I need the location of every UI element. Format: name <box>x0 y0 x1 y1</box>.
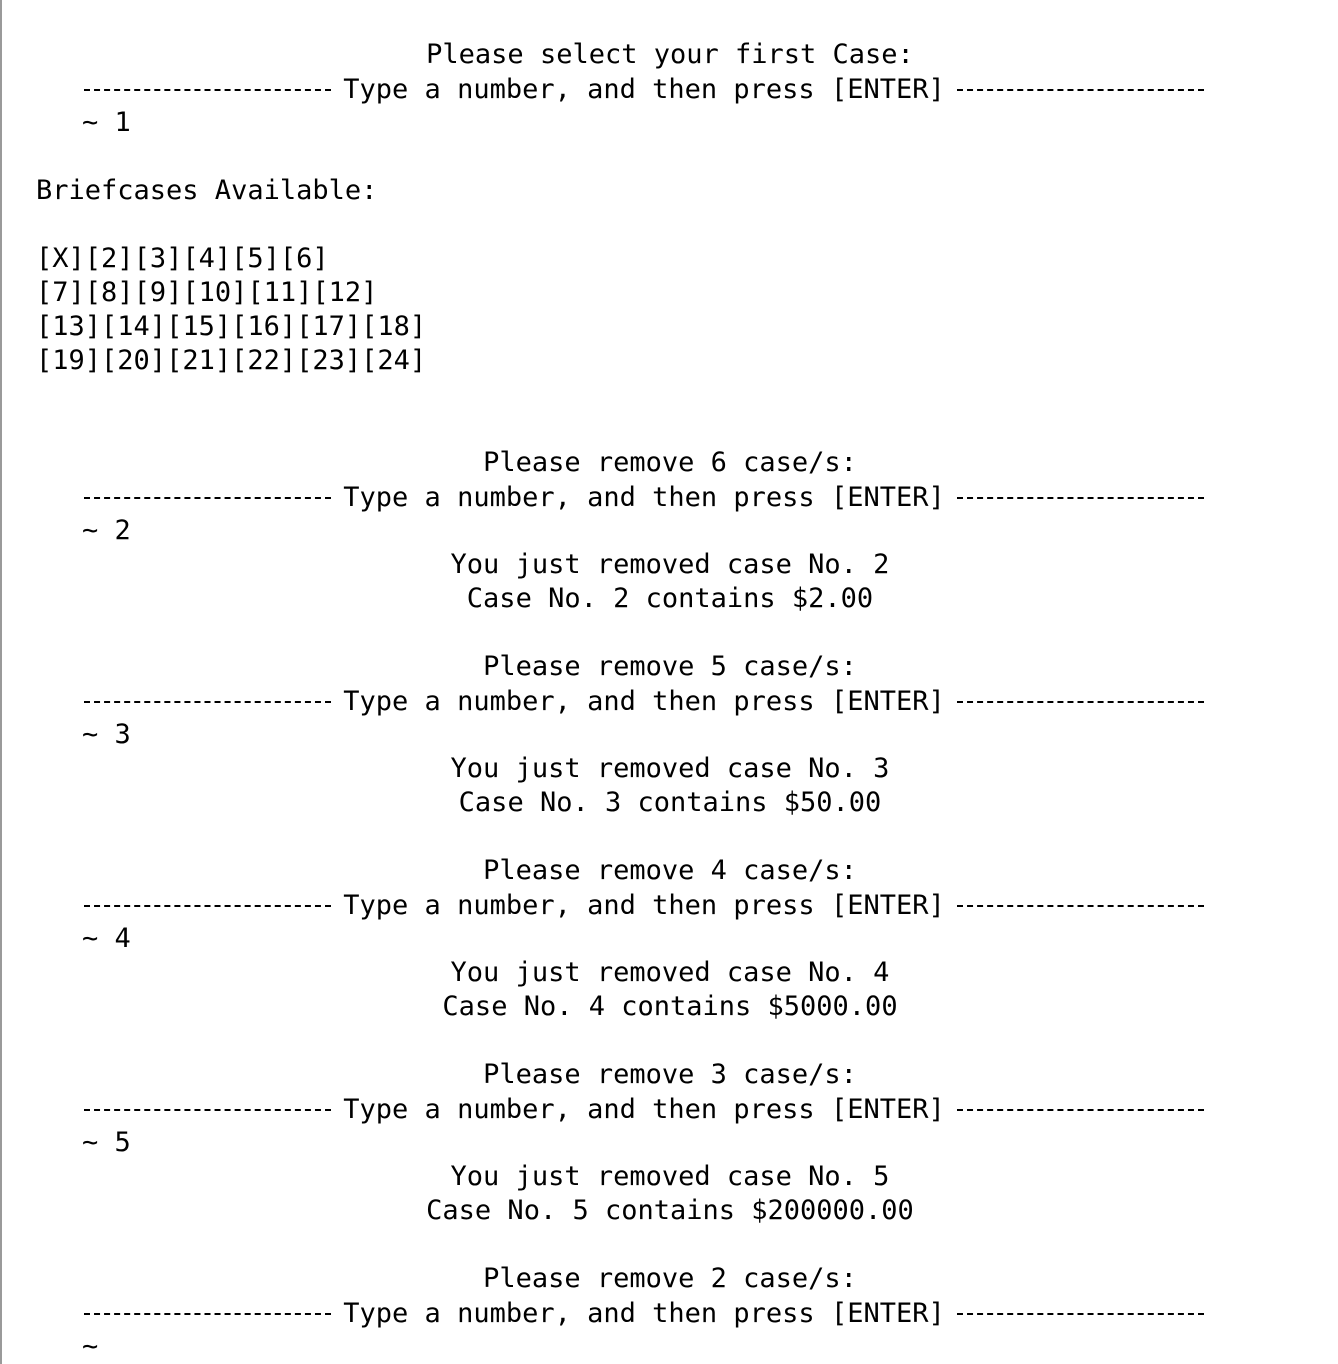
input-line[interactable]: ~ 3 <box>82 719 131 750</box>
briefcase: [6] <box>279 243 329 274</box>
first-case-prompt: Please select your first Case: <box>426 39 914 70</box>
remove-prompt: Please remove 6 case/s: <box>483 447 857 478</box>
remove-prompt: Please remove 5 case/s: <box>483 651 857 682</box>
instruction-rule <box>84 684 1204 718</box>
briefcase: [24] <box>361 345 427 376</box>
instruction-text: Type a number, and then press [ENTER] <box>343 889 945 921</box>
input-line[interactable]: ~ 1 <box>82 107 131 138</box>
rule-dashes-left <box>84 701 331 703</box>
rule-dashes-right <box>957 89 1204 91</box>
briefcase-row <box>36 344 426 378</box>
briefcase: [15] <box>166 311 232 342</box>
input-line[interactable]: ~ 4 <box>82 923 131 954</box>
briefcase: [3] <box>133 243 183 274</box>
briefcase: [13] <box>36 311 102 342</box>
briefcase: [19] <box>36 345 102 376</box>
rule-dashes-right <box>957 1313 1204 1315</box>
input-line[interactable]: ~ 2 <box>82 515 131 546</box>
rule-dashes-left <box>84 89 331 91</box>
briefcase: [10] <box>182 277 248 308</box>
contains-message: Case No. 4 contains $5000.00 <box>442 991 898 1022</box>
briefcase: [20] <box>101 345 167 376</box>
removed-message: You just removed case No. 4 <box>450 957 890 988</box>
briefcase: [18] <box>361 311 427 342</box>
briefcase-row <box>36 276 377 310</box>
removed-message: You just removed case No. 2 <box>450 549 890 580</box>
instruction-rule <box>84 888 1204 922</box>
briefcase-row <box>36 310 426 344</box>
rule-dashes-right <box>957 701 1204 703</box>
briefcase: [9] <box>133 277 183 308</box>
instruction-rule <box>84 72 1204 106</box>
instruction-rule <box>84 480 1204 514</box>
rule-dashes-left <box>84 497 331 499</box>
briefcase: [11] <box>247 277 313 308</box>
briefcase: [22] <box>231 345 297 376</box>
briefcase-row <box>36 242 329 276</box>
rule-dashes-left <box>84 1313 331 1315</box>
briefcase: [16] <box>231 311 297 342</box>
contains-message: Case No. 5 contains $200000.00 <box>426 1195 914 1226</box>
briefcase: [21] <box>166 345 232 376</box>
briefcase: [12] <box>312 277 378 308</box>
contains-message: Case No. 3 contains $50.00 <box>458 787 882 818</box>
rule-dashes-left <box>84 905 331 907</box>
briefcase: [14] <box>101 311 167 342</box>
briefcase: [X] <box>36 243 85 274</box>
rule-dashes-right <box>957 905 1204 907</box>
input-line[interactable]: ~ 5 <box>82 1127 131 1158</box>
briefcase: [2] <box>84 243 134 274</box>
instruction-rule <box>84 1296 1204 1330</box>
briefcase: [5] <box>231 243 280 274</box>
rule-dashes-left <box>84 1109 331 1111</box>
instruction-text: Type a number, and then press [ENTER] <box>343 481 945 513</box>
remove-prompt: Please remove 2 case/s: <box>483 1263 857 1294</box>
instruction-rule <box>84 1092 1204 1126</box>
remove-prompt: Please remove 4 case/s: <box>483 855 857 886</box>
instruction-text: Type a number, and then press [ENTER] <box>343 685 945 717</box>
remove-prompt: Please remove 3 case/s: <box>483 1059 857 1090</box>
briefcase: [7] <box>36 277 85 308</box>
briefcases-heading: Briefcases Available: <box>36 175 378 206</box>
instruction-text: Type a number, and then press [ENTER] <box>343 73 945 105</box>
removed-message: You just removed case No. 5 <box>450 1161 890 1192</box>
instruction-text: Type a number, and then press [ENTER] <box>343 1297 945 1329</box>
instruction-text: Type a number, and then press [ENTER] <box>343 1093 945 1125</box>
briefcase: [8] <box>84 277 134 308</box>
removed-message: You just removed case No. 3 <box>450 753 890 784</box>
briefcase: [17] <box>296 311 362 342</box>
active-input-line[interactable]: ~ <box>82 1331 99 1362</box>
rule-dashes-right <box>957 1109 1204 1111</box>
briefcase: [4] <box>182 243 232 274</box>
briefcase: [23] <box>296 345 362 376</box>
rule-dashes-right <box>957 497 1204 499</box>
contains-message: Case No. 2 contains $2.00 <box>466 583 874 614</box>
